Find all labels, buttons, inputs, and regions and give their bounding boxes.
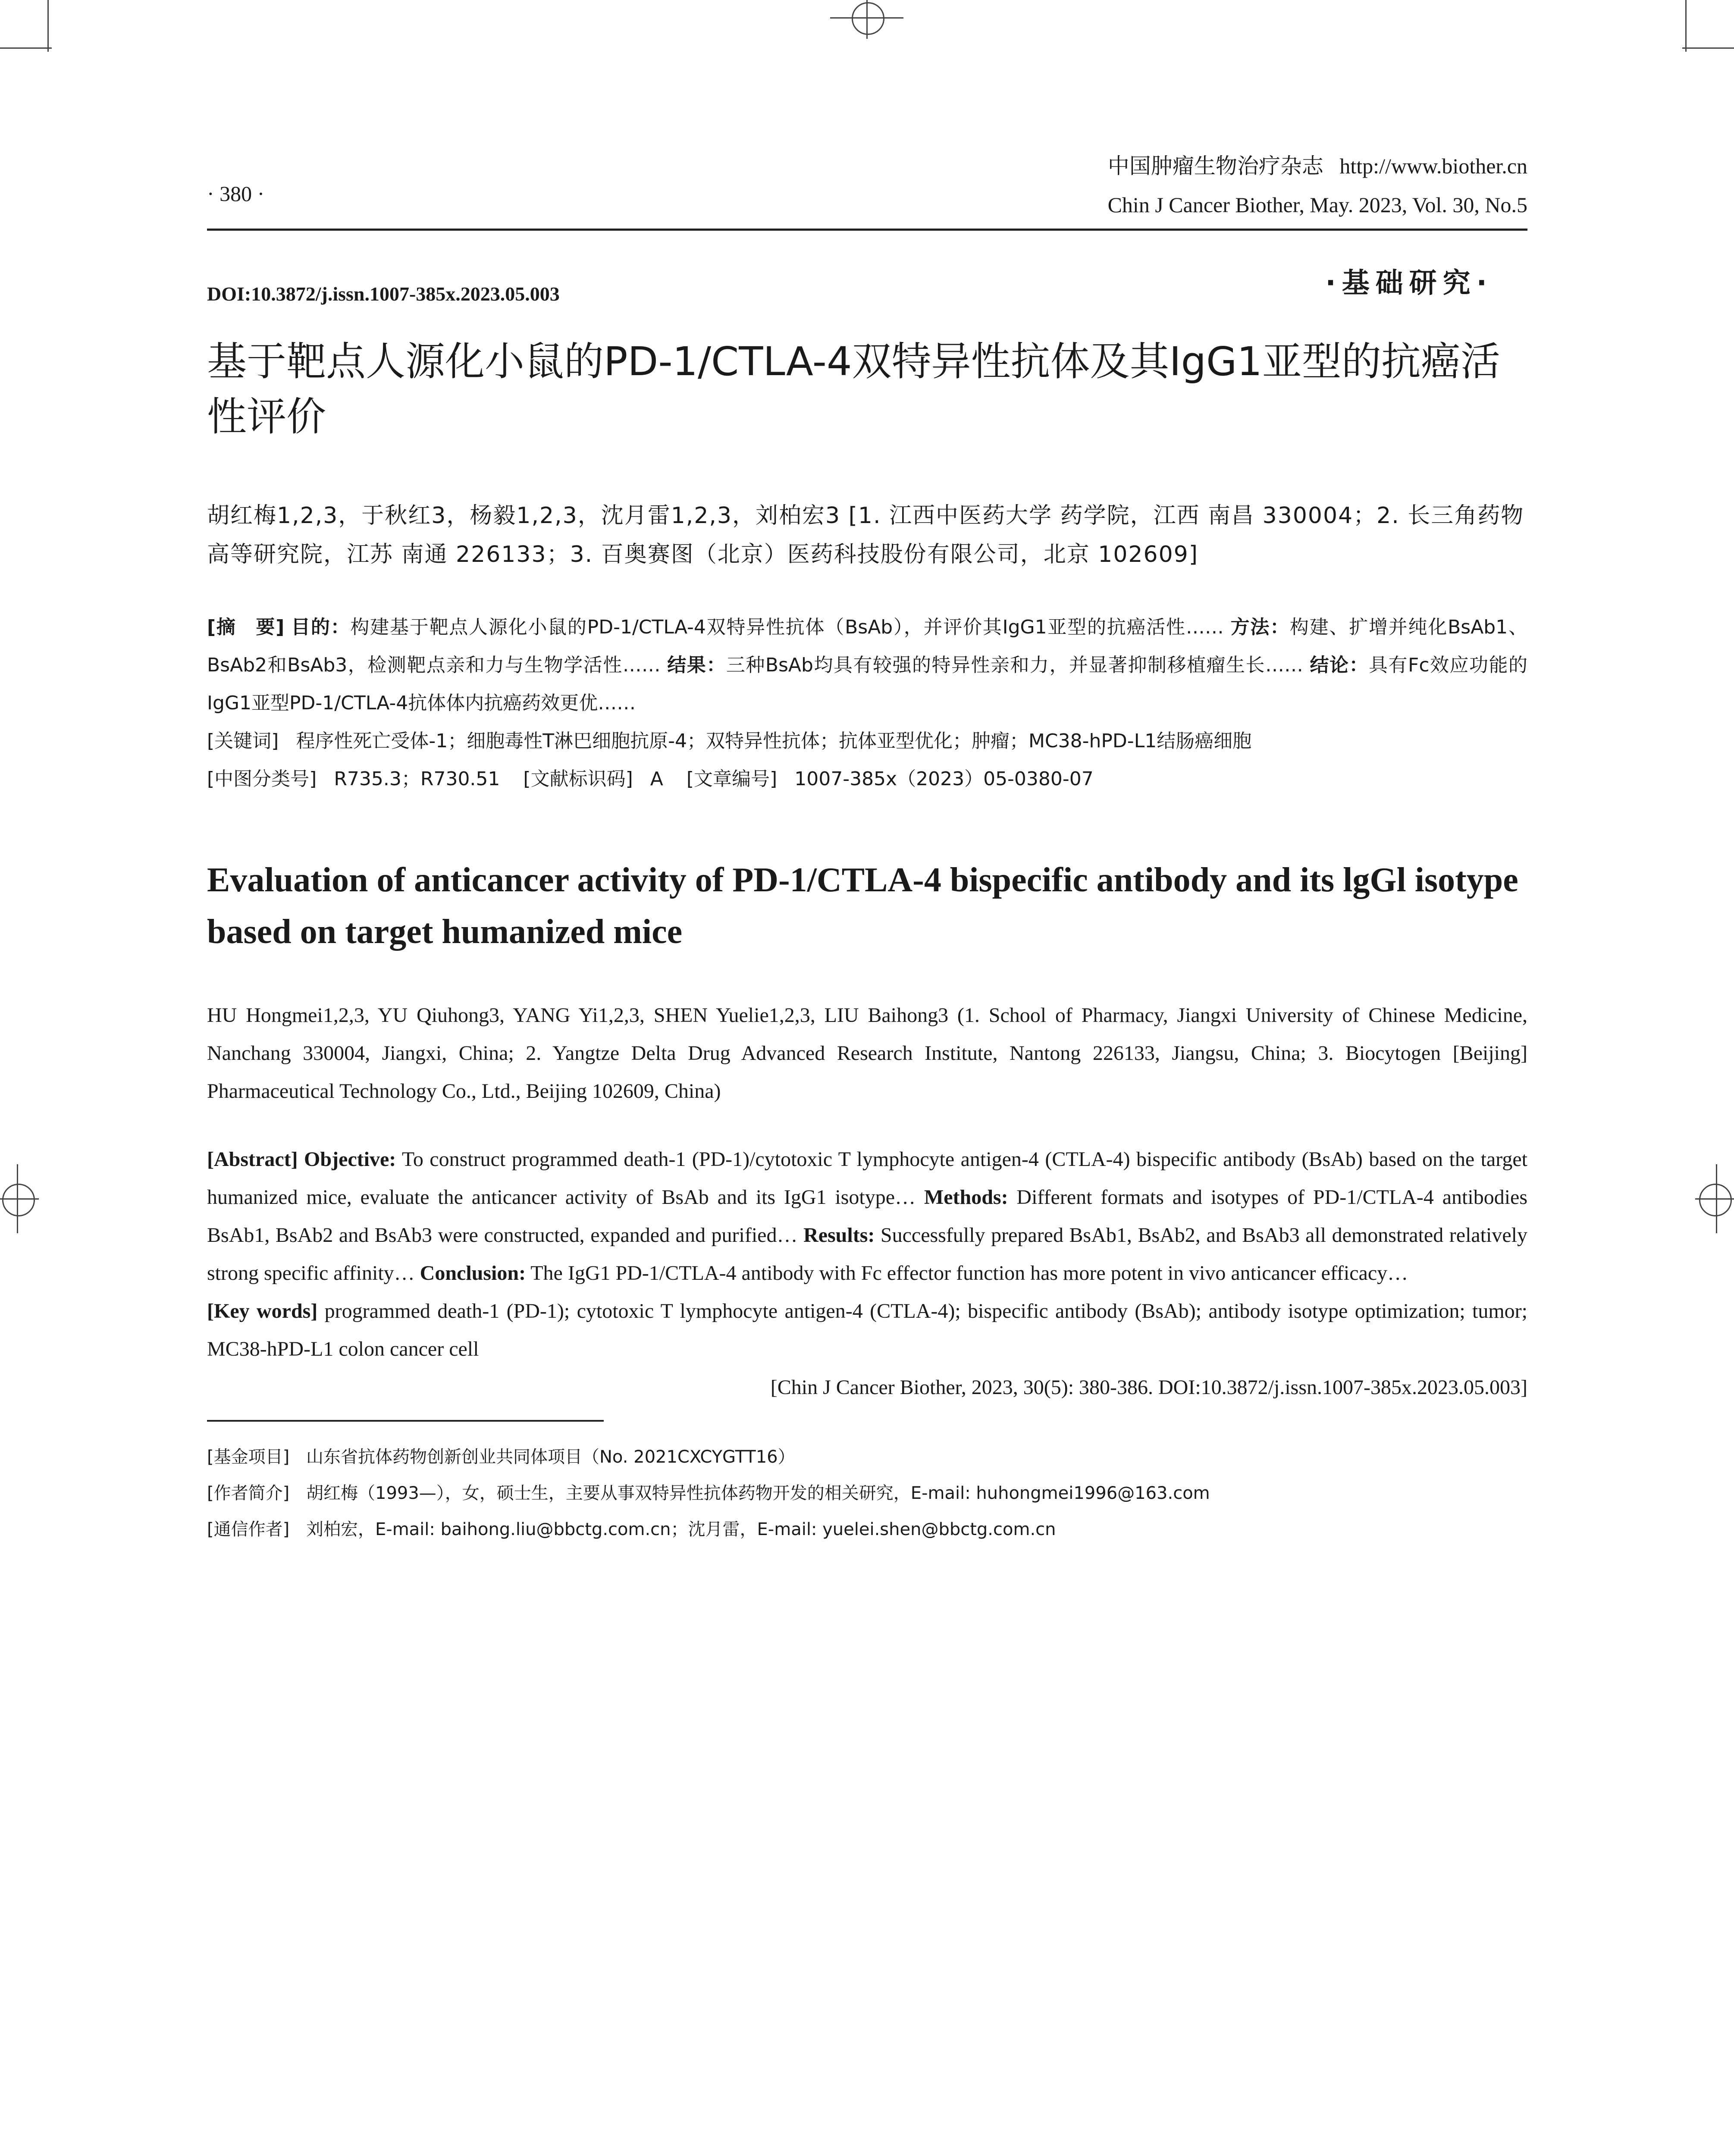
methods-label-en: Methods:: [924, 1186, 1008, 1209]
crop-mark: [1682, 47, 1734, 49]
abstract-label-en: [Abstract]: [207, 1148, 298, 1171]
corresponding-label: [通信作者]: [207, 1520, 290, 1539]
abstract-cn: [207, 608, 1527, 722]
results-label-cn: 结果：: [667, 654, 726, 676]
objective-text-en: To construct programmed death-1 (PD-1)/cytotoxic T lymphocyte antigen-4 (CTLA-4) bispecific antibody (BsAb) based on the target humanized mice, evaluate the anticancer activity of BsAb and its IgG1 isotype…: [207, 1148, 1527, 1209]
author-bio-text: 胡红梅（1993—），女，硕士生，主要从事双特异性抗体药物开发的相关研究，E-mail: huhongmei1996@163.com: [306, 1483, 1210, 1503]
objective-label-cn: 目的：: [291, 616, 351, 638]
crop-mark: [0, 47, 52, 49]
doi[interactable]: DOI:10.3872/j.issn.1007-385x.2023.05.003: [207, 283, 560, 305]
conclusion-text-en: The IgG1 PD-1/CTLA-4 antibody with Fc effector function has more potent in vivo anticancer efficacy…: [530, 1262, 1408, 1285]
author-bio-label: [作者简介]: [207, 1483, 290, 1503]
authors-cn: 胡红梅1,2,3，于秋红3，杨毅1,2,3，沈月雷1,2,3，刘柏宏3 [1. 江西中医药大学 药学院，江西 南昌 330004；2. 长三角药物高等研究院，江苏 南通 226133；3. 百奥赛图（北京）医药科技股份有限公司，北京 102609]: [207, 503, 1524, 567]
title-cn: 基于靶点人源化小鼠的PD-1/CTLA-4双特异性抗体及其IgG1亚型的抗癌活性评价: [207, 338, 1500, 440]
section-tag: ·基础研究·: [1325, 267, 1493, 299]
crop-mark: [1685, 0, 1687, 52]
objective-text-cn: 构建基于靶点人源化小鼠的PD-1/CTLA-4双特异性抗体（BsAb），并评价其IgG1亚型的抗癌活性……: [350, 616, 1224, 638]
methods-text-cn: 构建、扩增并纯化BsAb1、BsAb2和BsAb3，检测靶点亲和力与生物学活性……: [207, 616, 1528, 676]
footnotes: [207, 1439, 1527, 1548]
conclusion-label-cn: 结论：: [1310, 654, 1369, 676]
results-label-en: Results:: [803, 1224, 875, 1247]
fund-text: 山东省抗体药物创新创业共同体项目（No. 2021CXCYGTT16）: [306, 1447, 795, 1467]
clc-value: R735.3；R730.51: [334, 768, 500, 790]
classification-row: [207, 760, 1527, 798]
corresponding-text[interactable]: 刘柏宏，E-mail: baihong.liu@bbctg.com.cn；沈月雷，E-mail: yuelei.shen@bbctg.com.cn: [306, 1520, 1056, 1539]
article-no-value: 1007-385x（2023）05-0380-07: [794, 768, 1094, 790]
conclusion-text-cn: 具有Fc效应功能的IgG1亚型PD-1/CTLA-4抗体体内抗癌药效更优……: [207, 654, 1528, 714]
doc-code-label: [文献标识码]: [523, 768, 633, 790]
fund-label: [基金项目]: [207, 1447, 290, 1467]
footnote-divider: [207, 1420, 604, 1422]
crop-mark: [47, 0, 49, 52]
abstract-label-cn: [摘 要]: [207, 616, 285, 638]
keywords-cn: [207, 722, 1527, 760]
running-header: [207, 129, 1527, 231]
page-number: · 380 ·: [207, 182, 265, 206]
journal-name-cn: 中国肿瘤生物治疗杂志: [1107, 154, 1323, 178]
methods-text-en: Different formats and isotypes of PD-1/CTLA-4 antibodies BsAb1, BsAb2 and BsAb3 were constructed, expanded and purified…: [207, 1186, 1528, 1247]
results-text-cn: 三种BsAb均具有较强的特异性亲和力，并显著抑制移植瘤生长……: [726, 654, 1303, 676]
keywords-text-en: programmed death-1 (PD-1); cytotoxic T lymphocyte antigen-4 (CTLA-4); bispecific antibody (BsAb); antibody isotype optimization; tumor; MC38-hPD-L1 colon cancer cell: [207, 1300, 1527, 1360]
article-page: [207, 129, 1527, 1548]
article-no-label: [文章编号]: [686, 768, 778, 790]
keywords-label-cn: [关键词]: [207, 730, 279, 752]
footnote-fund: [207, 1439, 1527, 1475]
title-en: Evaluation of anticancer activity of PD-1/CTLA-4 bispecific antibody and its lgGl isotype based on target humanized mice: [207, 861, 1518, 951]
authors-en: HU Hongmei1,2,3, YU Qiuhong3, YANG Yi1,2,3, SHEN Yuelie1,2,3, LIU Baihong3 (1. School of Pharmacy, Jiangxi University of Chinese Medicine, Nanchang 330004, Jiangxi, China; 2. Yangtze Delta Drug Advanced Research Institute, Nantong 226133, Jiangsu, China; 3. Biocytogen [Beijing] Pharmaceutical Technology Co., Ltd., Beijing 102609, China): [207, 1004, 1527, 1103]
keywords-label-en: [Key words]: [207, 1300, 318, 1322]
doc-code-value: A: [650, 768, 663, 790]
journal-url[interactable]: http://www.biother.cn: [1339, 154, 1527, 178]
citation: [Chin J Cancer Biother, 2023, 30(5): 380-386. DOI:10.3872/j.issn.1007-385x.2023.05.003]: [770, 1376, 1527, 1399]
keywords-text-cn: 程序性死亡受体-1；细胞毒性T淋巴细胞抗原-4；双特异性抗体；抗体亚型优化；肿瘤；MC38-hPD-L1结肠癌细胞: [296, 730, 1252, 752]
results-text-en: Successfully prepared BsAb1, BsAb2, and BsAb3 all demonstrated relatively strong specific affinity…: [207, 1224, 1528, 1285]
methods-label-cn: 方法：: [1230, 616, 1290, 638]
journal-name-en: Chin J Cancer Biother, May. 2023, Vol. 30, No.5: [1107, 193, 1527, 217]
footnote-corresponding: [207, 1511, 1527, 1548]
conclusion-label-en: Conclusion:: [420, 1262, 526, 1285]
abstract-en: [207, 1141, 1527, 1368]
clc-label: [中图分类号]: [207, 768, 317, 790]
footnote-author: [207, 1475, 1527, 1511]
doi-row: [207, 248, 1527, 317]
journal-info: [1108, 147, 1527, 224]
objective-label-en: Objective:: [304, 1148, 396, 1171]
